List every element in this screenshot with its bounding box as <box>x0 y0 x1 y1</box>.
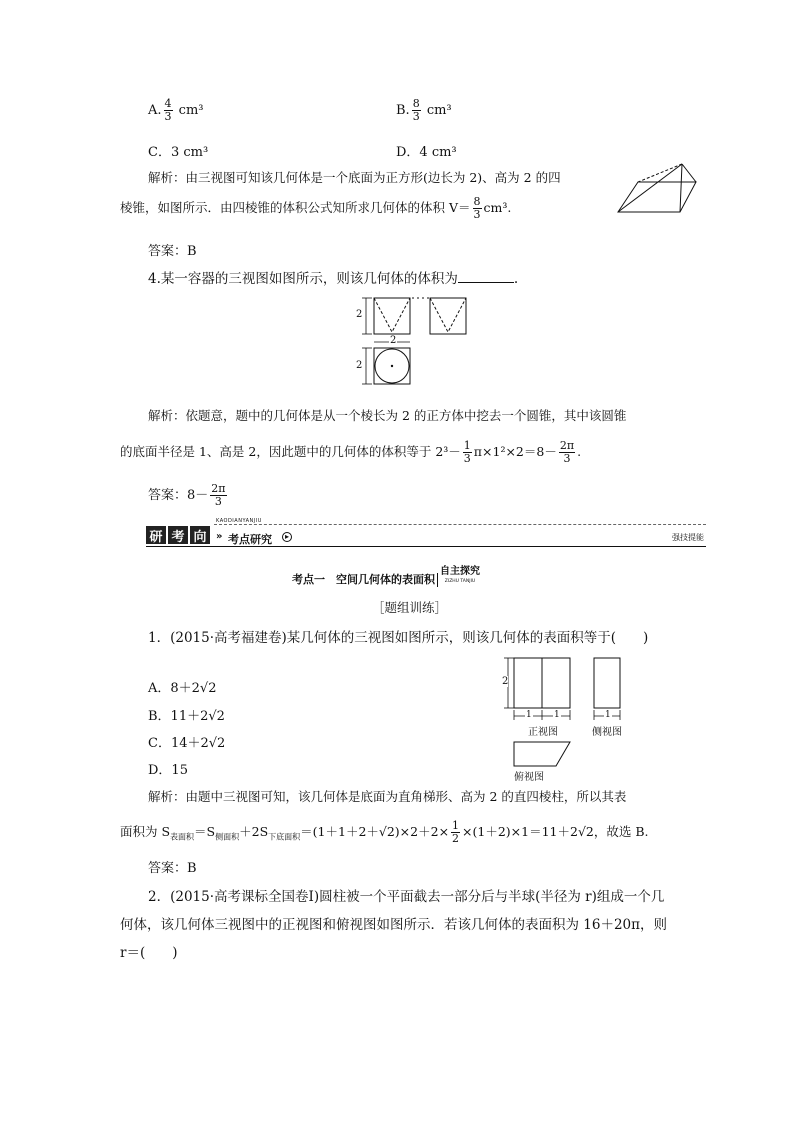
dim-height-top: 2 <box>356 309 363 320</box>
q4-analysis-line2: 的底面半径是 1、高是 2，因此题中的几何体的体积等于 2³－ $\frac{1}{3}$ π×1²×2＝8－ $\frac{2\pi}{3}$ . <box>120 439 582 465</box>
section-banner <box>146 520 706 548</box>
q3-option-a: A. $\frac{4}{3}$ cm³ <box>148 97 204 123</box>
banner-title: 考点研究 <box>228 533 272 546</box>
p1-analysis-line2: 面积为 $S_{表面积}=S_{侧面积}+2S_{下底面积}=(1+1+2+√2)\times 2+2\times$ $\frac{1}{2}$ ×(1＋2)×1＝11＋2√2，故选 B. <box>120 819 649 845</box>
q3-analysis-line2: 棱锥，如图所示．由四棱锥的体积公式知所求几何体的体积 V＝ $\frac{8}{3}$ cm³. <box>120 195 512 221</box>
q4-answer: 答案：8－ $\frac{2\pi}{3}$ <box>148 482 226 508</box>
p1-answer: 答案：B <box>148 861 197 876</box>
p1-option-b: B．11＋2√2 <box>148 709 225 724</box>
q3-analysis-line1: 解析：由三视图可知该几何体是一个底面为正方形(边长为 2)、高为 2 的四 <box>148 170 561 185</box>
section-divider <box>437 573 438 587</box>
banner-rule-top <box>214 524 706 525</box>
p2-line2: 何体，该几何体三视图中的正视图和俯视图如图所示．若该几何体的表面积为 16＋20π，则 <box>120 917 668 933</box>
p1-option-d: D．15 <box>148 763 188 778</box>
p1-dim-w1: 1 <box>526 710 532 720</box>
p1-dim-w2: 1 <box>554 710 560 720</box>
q3-option-b: B. $\frac{8}{3}$ cm³ <box>396 97 452 123</box>
q4-three-views <box>358 296 478 396</box>
p1-question: 1．(2015·高考福建卷)某几何体的三视图如图所示，则该几何体的表面积等于( ) <box>148 630 649 646</box>
section-heading <box>292 567 480 587</box>
q4-analysis-line1: 解析：依题意，题中的几何体是从一个棱长为 2 的正方体中挖去一个圆锥，其中该圆锥 <box>148 408 627 423</box>
section-title: 考点一 空间几何体的表面积 <box>292 573 435 586</box>
p1-label-front: 正视图 <box>528 727 558 738</box>
dim-width: 2 <box>390 335 397 346</box>
banner-right-text: 强技提能 <box>672 533 704 542</box>
banner-blocks <box>146 526 210 544</box>
p1-three-views <box>500 654 630 784</box>
pyramid-figure <box>610 160 706 220</box>
banner-block-2: 考 <box>168 526 188 544</box>
q4-question: 4.某一容器的三视图如图所示，则该几何体的体积为 . <box>148 271 519 287</box>
p1-option-c: C．14＋2√2 <box>148 736 226 751</box>
p1-label-top: 俯视图 <box>514 772 544 783</box>
p1-analysis-line1: 解析：由题中三视图可知，该几何体是底面为直角梯形、高为 2 的直四棱柱，所以其表 <box>148 789 627 804</box>
dim-height-bottom: 2 <box>356 360 363 371</box>
banner-arrow-icon: » <box>216 531 223 542</box>
p2-line1: 2．(2015·高考课标全国卷Ⅰ)圆柱被一个平面截去一部分后与半球(半径为 r)组成一个几 <box>148 889 665 905</box>
q3-option-d: D．4 cm³ <box>396 145 457 160</box>
p1-label-side: 侧视图 <box>592 727 622 738</box>
banner-block-1: 研 <box>146 526 166 544</box>
section-tag: 自主探究 ZIZHU TANJIU <box>440 566 480 584</box>
play-icon: ▸ <box>282 532 292 542</box>
banner-block-3: 向 <box>190 526 210 544</box>
p1-dim-side: 1 <box>605 710 611 720</box>
answer-blank <box>458 270 514 283</box>
p2-line3: r＝( ) <box>120 945 178 961</box>
p1-dim-height: 2 <box>502 676 509 687</box>
banner-pinyin: KAODIANYANJIU <box>216 518 262 524</box>
q3-answer: 答案：B <box>148 244 197 259</box>
q3-option-c: C．3 cm³ <box>148 145 209 160</box>
group-title: ［题组训练］ <box>372 600 448 615</box>
p1-option-a: A．8＋2√2 <box>148 681 217 696</box>
